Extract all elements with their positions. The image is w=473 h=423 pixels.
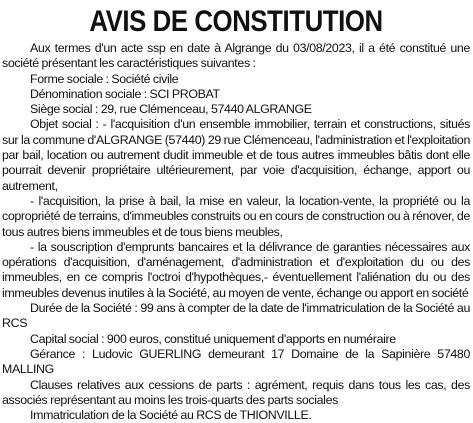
duree-societe: Durée de la Société : 99 ans à compter de la date de l'immatriculation de la Société au RCS: [2, 301, 470, 331]
objet-social-paragraph-1: Objet social : - l'acquisition d'un ensemble immobilier, terrain et constructions, situés sur la commune d'ALGRANGE (57440) 29 rue Clémenceau, l'administration et l'exploitation par bail, location ou autrement dudit immeuble et de tous autres immeubles bâtis dont elle pourrait devenir propriétaire ultérieurement, par voie d'acquisition, échange, apport ou autrement,: [2, 117, 470, 193]
clauses-cessions: Clauses relatives aux cessions de parts : agrément, requis dans tous les cas, des associés représentant au moins les trois-quarts des parts sociales: [2, 377, 470, 407]
siege-social: Siège social : 29, rue Clémenceau, 57440 ALGRANGE: [30, 102, 312, 117]
gerance: Gérance : Ludovic GUERLING demeurant 17 Domaine de la Sapinière 57480 MALLING: [2, 346, 470, 377]
capital-social: Capital social : 900 euros, constitué uniquement d'apports en numéraire: [30, 331, 396, 346]
objet-social-paragraph-3: - la souscription d'emprunts bancaires et la délivrance de garanties nécessaires aux opérations d'acquisition, d'aménagement, d'administration et d'exploitation du ou des immeubles, en ce compris l'octroi d'hypothèques,- éventuellement l'aliénation du ou des immeubles devenus inutiles à la Société, au moyen de vente, échange ou apport en société: [2, 239, 470, 300]
denomination-sociale: Dénomination sociale : SCI PROBAT: [30, 86, 220, 101]
notice-body: [2, 41, 470, 423]
immatriculation: Immatriculation de la Société au RCS de THIONVILLE.: [30, 408, 312, 423]
objet-social-paragraph-2: - l'acquisition, la prise à bail, la mise en valeur, la location-vente, la propriété ou la copropriété de terrains, d'immeubles construits ou en cours de construction ou à rénover, de tous autres biens immeubles et de tous biens meubles,: [2, 193, 470, 239]
forme-sociale: Forme sociale : Société civile: [30, 71, 179, 86]
notice-title: AVIS DE CONSTITUTION: [89, 5, 383, 38]
notice-intro: Aux termes d'un acte ssp en date à Algrange du 03/08/2023, il a été constitué une société présentant les caractéristiques suivantes :: [2, 41, 470, 71]
